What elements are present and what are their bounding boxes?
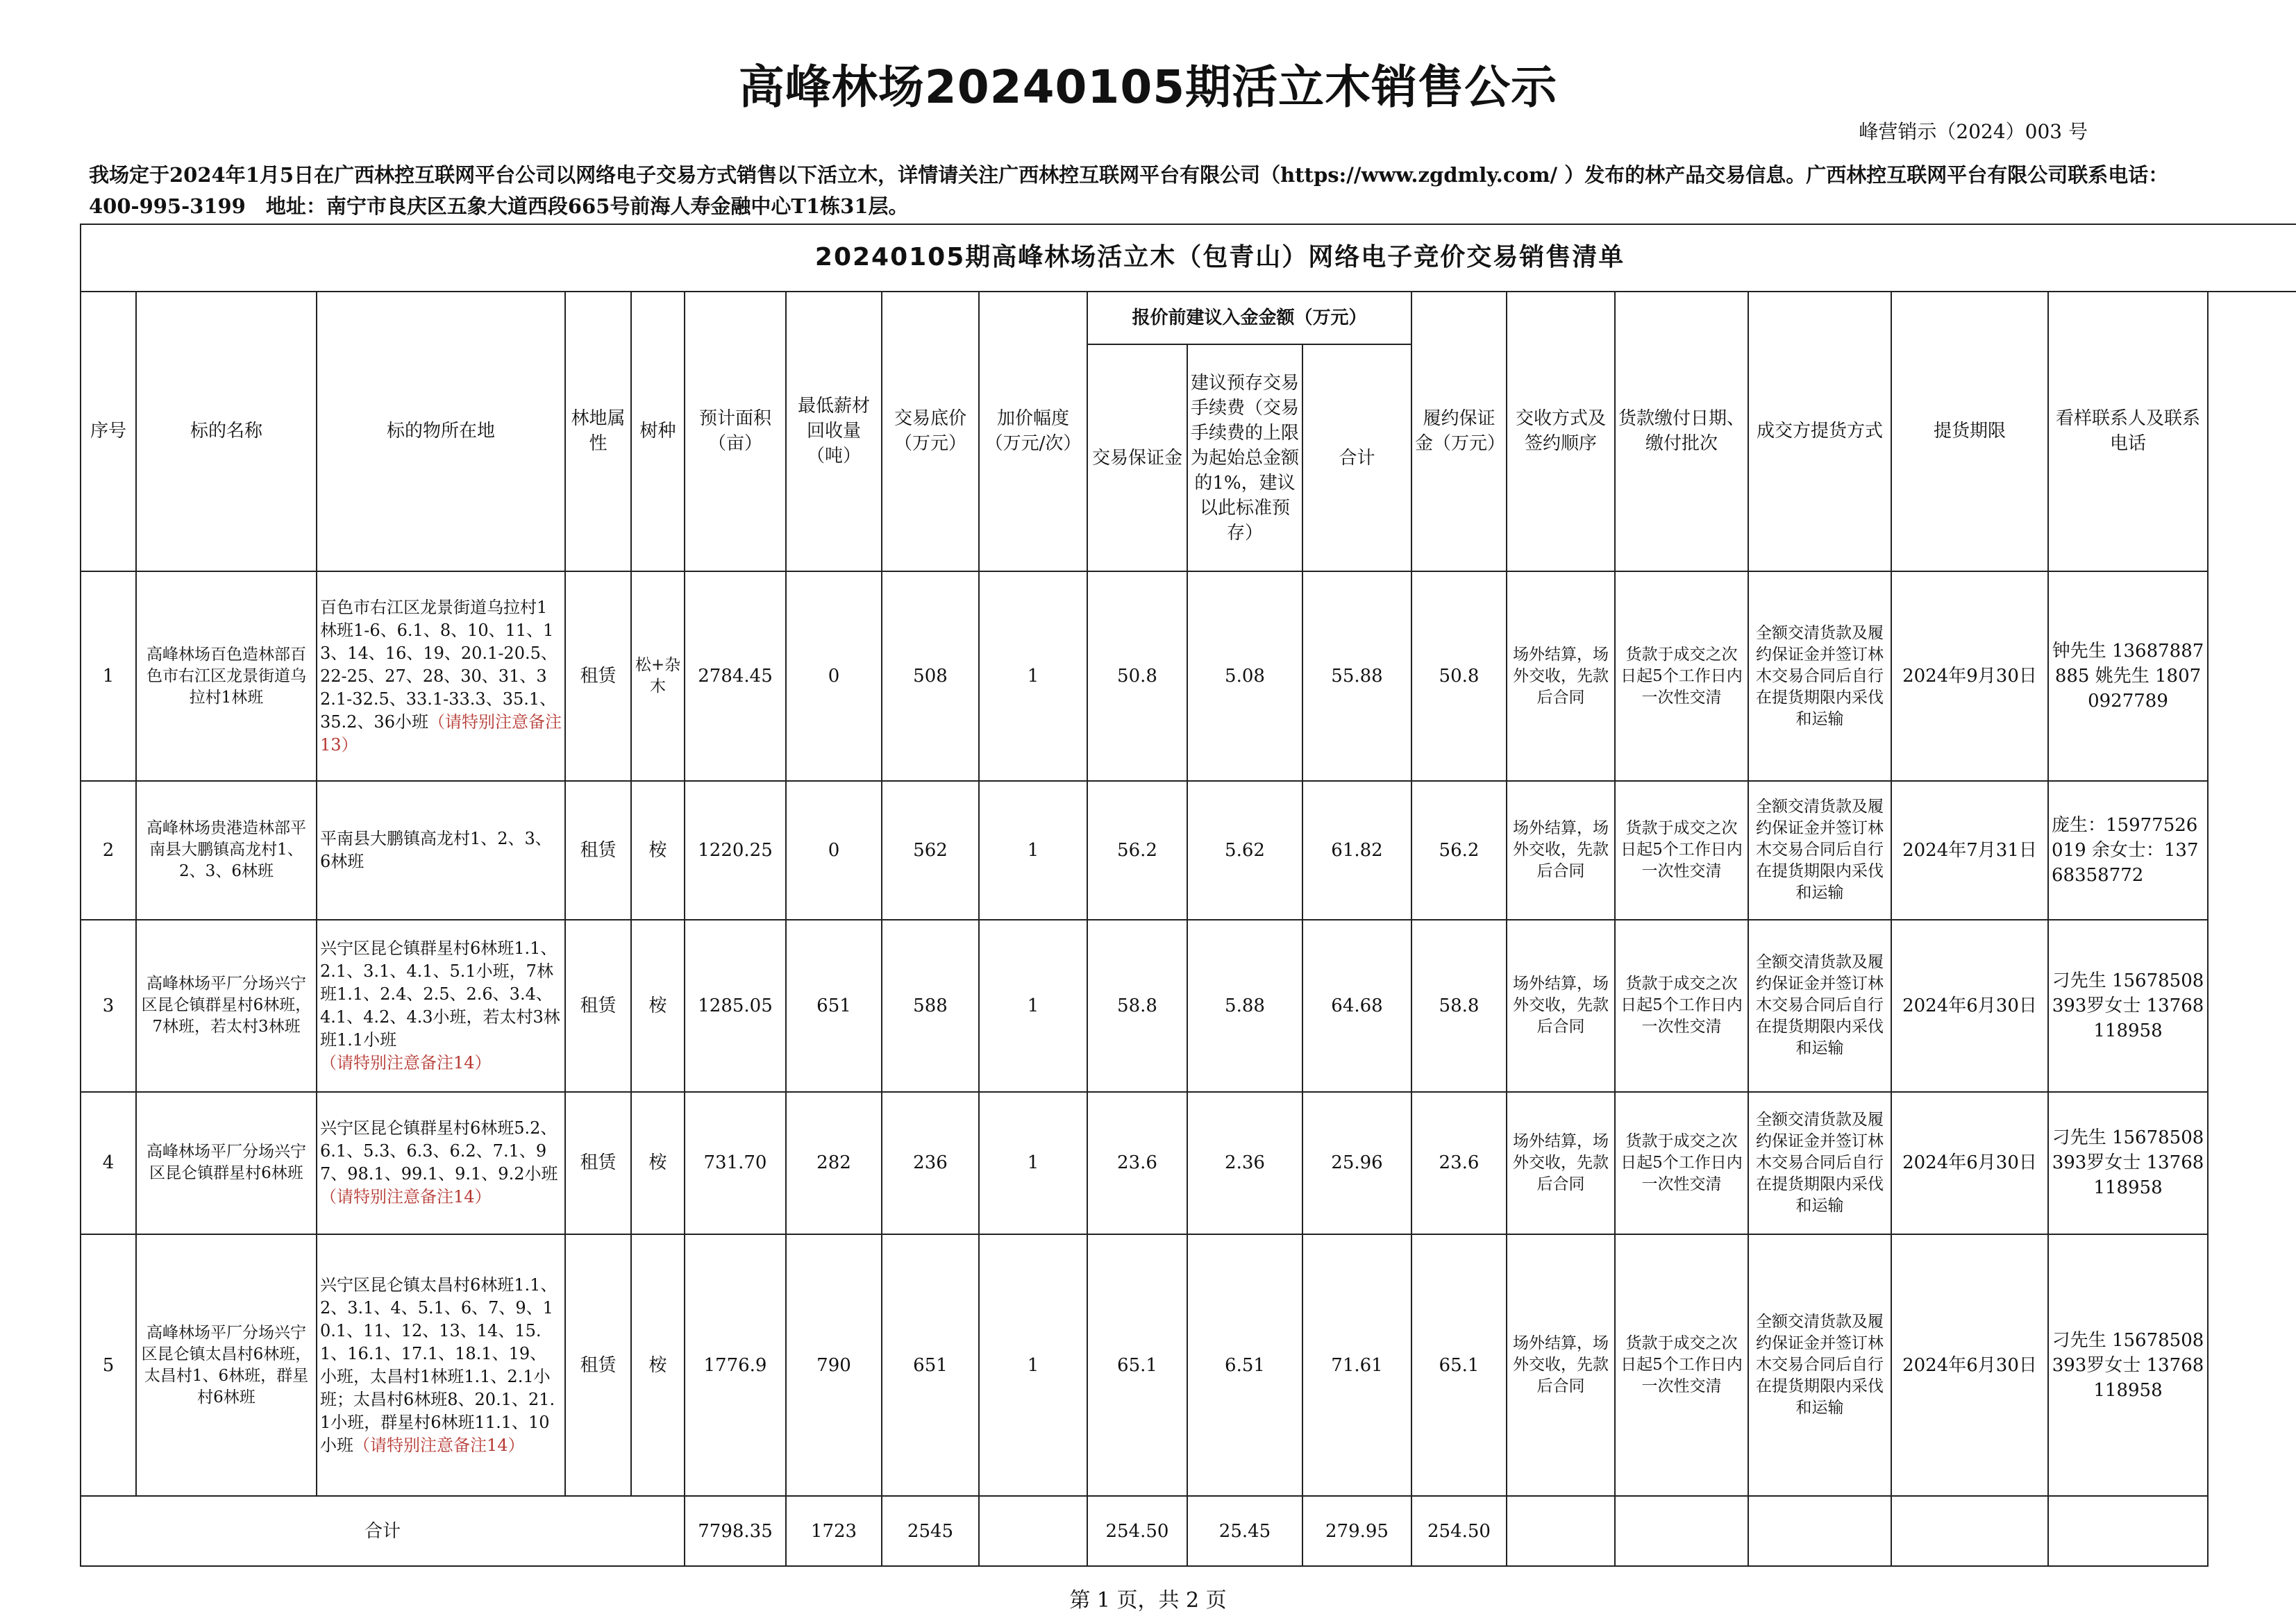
totals-empty	[2048, 1496, 2208, 1566]
cell-pay-date: 货款于成交之次日起5个工作日内一次性交清	[1615, 920, 1748, 1092]
totals-label: 合计	[81, 1496, 685, 1566]
cell-land: 租赁	[565, 571, 631, 781]
location-note: （请特别注意备注13）	[320, 712, 562, 755]
totals-base-price: 2545	[882, 1496, 979, 1566]
totals-empty	[1615, 1496, 1748, 1566]
cell-fee: 5.62	[1187, 781, 1302, 920]
cell-fee: 5.88	[1187, 920, 1302, 1092]
header-deposit-group: 报价前建议入金金额（万元）	[1087, 292, 1411, 345]
location-text: 兴宁区昆仑镇太昌村6林班1.1、2、3.1、4、5.1、6、7、9、10.1、11、12、13、14、15.1、16.1、17.1、18.1、19、小班，太昌村1林班1.1、2.1小班；太昌村6林班8、20.1、21.1小班，群星村6林班11.1、10小班	[320, 1275, 558, 1455]
header-location: 标的物所在地	[317, 292, 565, 571]
table-row	[81, 781, 2296, 920]
cell-contact: 钟先生 13687887885 姚先生 18070927789	[2048, 571, 2208, 781]
cell-base-price: 236	[882, 1092, 979, 1235]
location-note: （请特别注意备注14）	[353, 1435, 525, 1455]
cell-perf-bond: 58.8	[1411, 920, 1507, 1092]
cell-deposit: 65.1	[1087, 1234, 1187, 1496]
cell-deadline: 2024年7月31日	[1891, 781, 2048, 920]
header-perf-bond: 履约保证金（万元）	[1411, 292, 1507, 571]
cell-pickup-method: 全额交清货款及履约保证金并签订林木交易合同后自行在提货期限内采伐和运输	[1748, 781, 1891, 920]
cell-total: 61.82	[1302, 781, 1411, 920]
table-row	[81, 1234, 2296, 1496]
cell-increment: 1	[979, 1092, 1087, 1235]
cell-area: 731.70	[685, 1092, 786, 1235]
header-min-fuel: 最低薪材回收量（吨）	[786, 292, 882, 571]
totals-row	[81, 1496, 2296, 1566]
cell-contact: 庞生：15977526019 余女士：13768358772	[2048, 781, 2208, 920]
header-pickup-method: 成交方提货方式	[1748, 292, 1891, 571]
header-settle: 交收方式及签约顺序	[1507, 292, 1615, 571]
location-note: （请特别注意备注14）	[320, 1052, 492, 1073]
cell-pay-date: 货款于成交之次日起5个工作日内一次性交清	[1615, 571, 1748, 781]
cell-deposit: 50.8	[1087, 571, 1187, 781]
cell-location	[317, 1092, 565, 1235]
cell-fee: 2.36	[1187, 1092, 1302, 1235]
cell-species: 桉	[631, 781, 685, 920]
cell-name: 高峰林场贵港造林部平南县大鹏镇高龙村1、2、3、6林班	[136, 781, 317, 920]
cell-total: 55.88	[1302, 571, 1411, 781]
cell-min-fuel: 651	[786, 920, 882, 1092]
totals-empty	[1891, 1496, 2048, 1566]
cell-perf-bond: 23.6	[1411, 1092, 1507, 1235]
page-footer: 第 1 页，共 2 页	[1069, 1588, 1227, 1613]
cell-deadline: 2024年6月30日	[1891, 1234, 2048, 1496]
cell-land: 租赁	[565, 1234, 631, 1496]
cell-species: 桉	[631, 920, 685, 1092]
header-deadline: 提货期限	[1891, 292, 2048, 571]
header-increment: 加价幅度（万元/次）	[979, 292, 1087, 571]
cell-base-price: 588	[882, 920, 979, 1092]
cell-land: 租赁	[565, 920, 631, 1092]
table-row	[81, 920, 2296, 1092]
cell-base-price: 562	[882, 781, 979, 920]
cell-min-fuel: 0	[786, 781, 882, 920]
cell-area: 2784.45	[685, 571, 786, 781]
header-seq: 序号	[81, 292, 136, 571]
cell-fee: 6.51	[1187, 1234, 1302, 1496]
cell-settle: 场外结算，场外交收，先款后合同	[1507, 1092, 1615, 1235]
cell-land: 租赁	[565, 781, 631, 920]
cell-pay-date: 货款于成交之次日起5个工作日内一次性交清	[1615, 1234, 1748, 1496]
cell-deadline: 2024年9月30日	[1891, 571, 2048, 781]
totals-fee: 25.45	[1187, 1496, 1302, 1566]
location-note: （请特别注意备注14）	[320, 1187, 492, 1207]
header-land: 林地属性	[565, 292, 631, 571]
cell-pay-date: 货款于成交之次日起5个工作日内一次性交清	[1615, 1092, 1748, 1235]
cell-settle: 场外结算，场外交收，先款后合同	[1507, 920, 1615, 1092]
cell-name: 高峰林场平厂分场兴宁区昆仑镇群星村6林班，7林班，若太村3林班	[136, 920, 317, 1092]
cell-deposit: 23.6	[1087, 1092, 1187, 1235]
table-caption: 20240105期高峰林场活立木（包青山）网络电子竞价交易销售清单	[81, 224, 2296, 292]
totals-increment	[979, 1496, 1087, 1566]
cell-min-fuel: 0	[786, 571, 882, 781]
cell-base-price: 651	[882, 1234, 979, 1496]
location-text: 兴宁区昆仑镇群星村6林班5.2、6.1、5.3、6.3、6.2、7.1、97、98.1、99.1、9.1、9.2小班	[320, 1118, 558, 1184]
header-name: 标的名称	[136, 292, 317, 571]
cell-pickup-method: 全额交清货款及履约保证金并签订林木交易合同后自行在提货期限内采伐和运输	[1748, 920, 1891, 1092]
cell-increment: 1	[979, 571, 1087, 781]
cell-deposit: 56.2	[1087, 781, 1187, 920]
cell-species: 桉	[631, 1092, 685, 1235]
cell-area: 1776.9	[685, 1234, 786, 1496]
header-fee: 建议预存交易手续费（交易手续费的上限为起始总金额的1%，建议以此标准预存）	[1187, 344, 1302, 571]
cell-min-fuel: 282	[786, 1092, 882, 1235]
header-base-price: 交易底价（万元）	[882, 292, 979, 571]
cell-name: 高峰林场平厂分场兴宁区昆仑镇太昌村6林班，太昌村1、6林班，群星村6林班	[136, 1234, 317, 1496]
cell-species: 松+杂木	[631, 571, 685, 781]
totals-area: 7798.35	[685, 1496, 786, 1566]
cell-fee: 5.08	[1187, 571, 1302, 781]
cell-area: 1285.05	[685, 920, 786, 1092]
cell-pickup-method: 全额交清货款及履约保证金并签订林木交易合同后自行在提货期限内采伐和运输	[1748, 1234, 1891, 1496]
totals-empty	[1748, 1496, 1891, 1566]
cell-seq: 2	[81, 781, 136, 920]
header-species: 树种	[631, 292, 685, 571]
cell-base-price: 508	[882, 571, 979, 781]
cell-seq: 3	[81, 920, 136, 1092]
cell-location	[317, 920, 565, 1092]
document-number: 峰营销示（2024）003 号	[1859, 120, 2088, 143]
cell-settle: 场外结算，场外交收，先款后合同	[1507, 781, 1615, 920]
cell-name: 高峰林场百色造林部百色市右江区龙景街道乌拉村1林班	[136, 571, 317, 781]
cell-deposit: 58.8	[1087, 920, 1187, 1092]
header-area: 预计面积（亩）	[685, 292, 786, 571]
cell-seq: 4	[81, 1092, 136, 1235]
cell-settle: 场外结算，场外交收，先款后合同	[1507, 1234, 1615, 1496]
intro-paragraph: 我场定于2024年1月5日在广西林控互联网平台公司以网络电子交易方式销售以下活立木，详情请关注广西林控互联网平台有限公司（https://www.zgdmly.com/ ）发布的林产品交易信息。广西林控互联网平台有限公司联系电话：400-995-3199 地址：南宁市良庆区五象大道西段665号前海人寿金融中心T1栋31层。	[89, 163, 2169, 218]
cell-seq: 5	[81, 1234, 136, 1496]
header-total: 合计	[1302, 344, 1411, 571]
cell-deadline: 2024年6月30日	[1891, 920, 2048, 1092]
header-pay-date: 货款缴付日期、缴付批次	[1615, 292, 1748, 571]
cell-increment: 1	[979, 781, 1087, 920]
cell-perf-bond: 65.1	[1411, 1234, 1507, 1496]
cell-seq: 1	[81, 571, 136, 781]
cell-increment: 1	[979, 920, 1087, 1092]
cell-perf-bond: 50.8	[1411, 571, 1507, 781]
cell-deadline: 2024年6月30日	[1891, 1092, 2048, 1235]
cell-perf-bond: 56.2	[1411, 781, 1507, 920]
totals-deposit: 254.50	[1087, 1496, 1187, 1566]
cell-pickup-method: 全额交清货款及履约保证金并签订林木交易合同后自行在提货期限内采伐和运输	[1748, 571, 1891, 781]
cell-contact: 刁先生 15678508393罗女士 13768118958	[2048, 1092, 2208, 1235]
cell-area: 1220.25	[685, 781, 786, 920]
header-deposit: 交易保证金	[1087, 344, 1187, 571]
page-title: 高峰林场20240105期活立木销售公示	[738, 60, 1558, 114]
table-row	[81, 571, 2296, 781]
cell-total: 64.68	[1302, 920, 1411, 1092]
cell-min-fuel: 790	[786, 1234, 882, 1496]
cell-name: 高峰林场平厂分场兴宁区昆仑镇群星村6林班	[136, 1092, 317, 1235]
cell-total: 71.61	[1302, 1234, 1411, 1496]
header-contact: 看样联系人及联系电话	[2048, 292, 2208, 571]
cell-location	[317, 1234, 565, 1496]
cell-pickup-method: 全额交清货款及履约保证金并签订林木交易合同后自行在提货期限内采伐和运输	[1748, 1092, 1891, 1235]
cell-location	[317, 571, 565, 781]
totals-total: 279.95	[1302, 1496, 1411, 1566]
cell-contact: 刁先生 15678508393罗女士 13768118958	[2048, 1234, 2208, 1496]
cell-land: 租赁	[565, 1092, 631, 1235]
cell-pay-date: 货款于成交之次日起5个工作日内一次性交清	[1615, 781, 1748, 920]
cell-settle: 场外结算，场外交收，先款后合同	[1507, 571, 1615, 781]
totals-perf-bond: 254.50	[1411, 1496, 1507, 1566]
table-row	[81, 1092, 2296, 1235]
cell-contact: 刁先生 15678508393罗女士 13768118958	[2048, 920, 2208, 1092]
sales-table	[80, 224, 2296, 1567]
location-text: 平南县大鹏镇高龙村1、2、3、6林班	[320, 828, 552, 871]
cell-species: 桉	[631, 1234, 685, 1496]
totals-empty	[1507, 1496, 1615, 1566]
cell-location	[317, 781, 565, 920]
location-text: 兴宁区昆仑镇群星村6林班1.1、2.1、3.1、4.1、5.1小班，7林班1.1、2.4、2.5、2.6、3.4、4.1、4.2、4.3小班，若太村3林班1.1小班	[320, 938, 560, 1050]
totals-min-fuel: 1723	[786, 1496, 882, 1566]
cell-total: 25.96	[1302, 1092, 1411, 1235]
location-text: 百色市右江区龙景街道乌拉村1林班1-6、6.1、8、10、11、13、14、16、19、20.1-20.5、22-25、27、28、30、31、32.1-32.5、33.1-33.3、35.1、35.2、36小班	[320, 597, 558, 732]
cell-increment: 1	[979, 1234, 1087, 1496]
